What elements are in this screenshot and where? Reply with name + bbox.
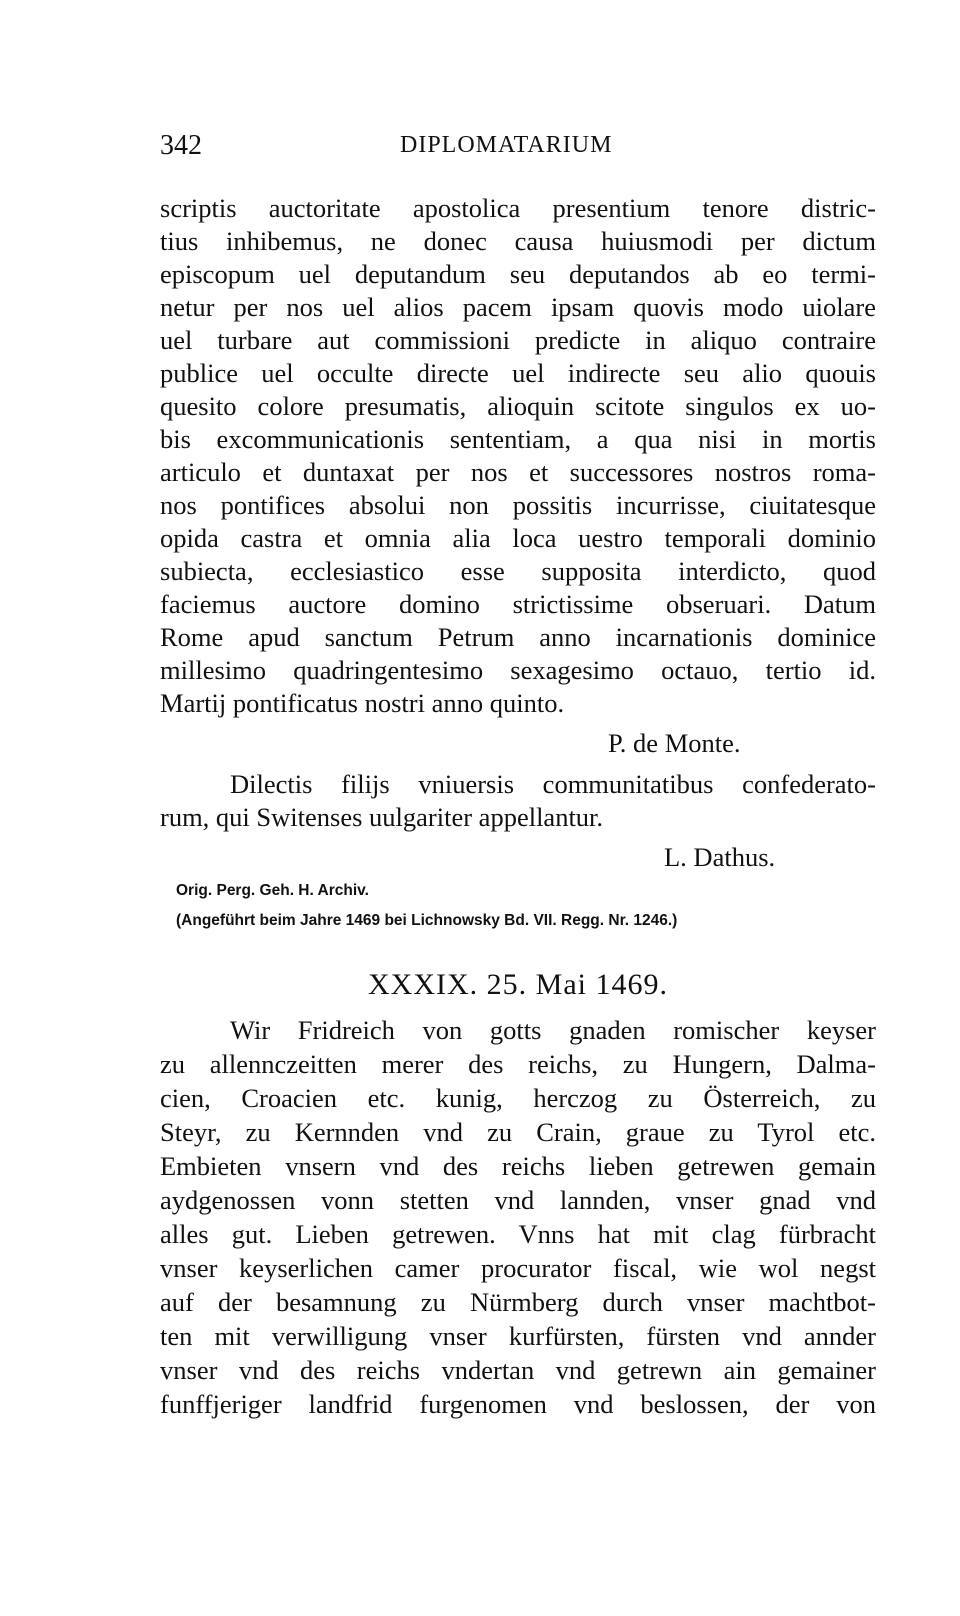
- reference-note: (Angeführt beim Jahre 1469 bei Lichnowsky Bd. VII. Regg. Nr. 1246.): [176, 912, 678, 929]
- text-line: nos pontifices absolui non possitis incurrisse, ciuitatesque: [160, 490, 876, 520]
- text-line: netur per nos uel alios pacem ipsam quovis modo uiolare: [160, 292, 876, 322]
- address-line: rum, qui Switenses uulgariter appellantur.: [160, 802, 604, 832]
- text-line: Steyr, zu Kernnden vnd zu Crain, graue zu Tyrol etc.: [160, 1117, 876, 1147]
- text-line: episcopum uel deputandum seu deputandos ab eo termi-: [160, 259, 876, 289]
- text-line: tius inhibemus, ne donec causa huiusmodi per dictum: [160, 226, 876, 256]
- text-line: faciemus auctore domino strictissime obseruari. Datum: [160, 589, 876, 619]
- text-line: uel turbare aut commissioni predicte in aliquo contraire: [160, 325, 876, 355]
- text-line: Rome apud sanctum Petrum anno incarnationis dominice: [160, 622, 876, 652]
- text-line: cien, Croacien etc. kunig, herczog zu Österreich, zu: [160, 1083, 876, 1113]
- running-head: [160, 130, 880, 170]
- text-line: ten mit verwilligung vnser kurfürsten, fürsten vnd annder: [160, 1321, 876, 1351]
- signature-de-monte: P. de Monte.: [608, 728, 741, 758]
- text-line: funffjeriger landfrid furgenomen vnd beslossen, der von: [160, 1389, 876, 1419]
- signature-dathus: L. Dathus.: [664, 842, 776, 872]
- page-number: 342: [160, 130, 202, 161]
- text-line: quesito colore presumatis, alioquin scitote singulos ex uo-: [160, 391, 876, 421]
- running-title: DIPLOMATARIUM: [400, 132, 613, 158]
- text-line: Wir Fridreich von gotts gnaden romischer keyser: [230, 1015, 876, 1045]
- text-line: aydgenossen vonn stetten vnd lannden, vnser gnad vnd: [160, 1185, 876, 1215]
- text-line: articulo et duntaxat per nos et successores nostros roma-: [160, 457, 876, 487]
- text-line: vnser keyserlichen camer procurator fiscal, wie wol negst: [160, 1253, 876, 1283]
- text-line: Embieten vnsern vnd des reichs lieben getrewen gemain: [160, 1151, 876, 1181]
- text-line: zu allennczeitten merer des reichs, zu Hungern, Dalma-: [160, 1049, 876, 1079]
- origin-note: Orig. Perg. Geh. H. Archiv.: [176, 882, 369, 899]
- text-line: alles gut. Lieben getrewen. Vnns hat mit clag fürbracht: [160, 1219, 876, 1249]
- text-line: Martij pontificatus nostri anno quinto.: [160, 688, 565, 718]
- text-line: subiecta, ecclesiastico esse supposita interdicto, quod: [160, 556, 876, 586]
- text-line: publice uel occulte directe uel indirecte seu alio quouis: [160, 358, 876, 388]
- text-line: bis excommunicationis sententiam, a qua nisi in mortis: [160, 424, 876, 454]
- document-heading: XXXIX. 25. Mai 1469.: [368, 968, 668, 1001]
- text-line: vnser vnd des reichs vndertan vnd getrewn ain gemainer: [160, 1355, 876, 1385]
- text-line: opida castra et omnia alia loca uestro temporali dominio: [160, 523, 876, 553]
- text-line: scriptis auctoritate apostolica presentium tenore distric-: [160, 193, 876, 223]
- text-line: auf der besamnung zu Nürmberg durch vnser machtbot-: [160, 1287, 876, 1317]
- text-line: millesimo quadringentesimo sexagesimo octauo, tertio id.: [160, 655, 876, 685]
- address-line: Dilectis filijs vniuersis communitatibus confederato-: [230, 769, 876, 799]
